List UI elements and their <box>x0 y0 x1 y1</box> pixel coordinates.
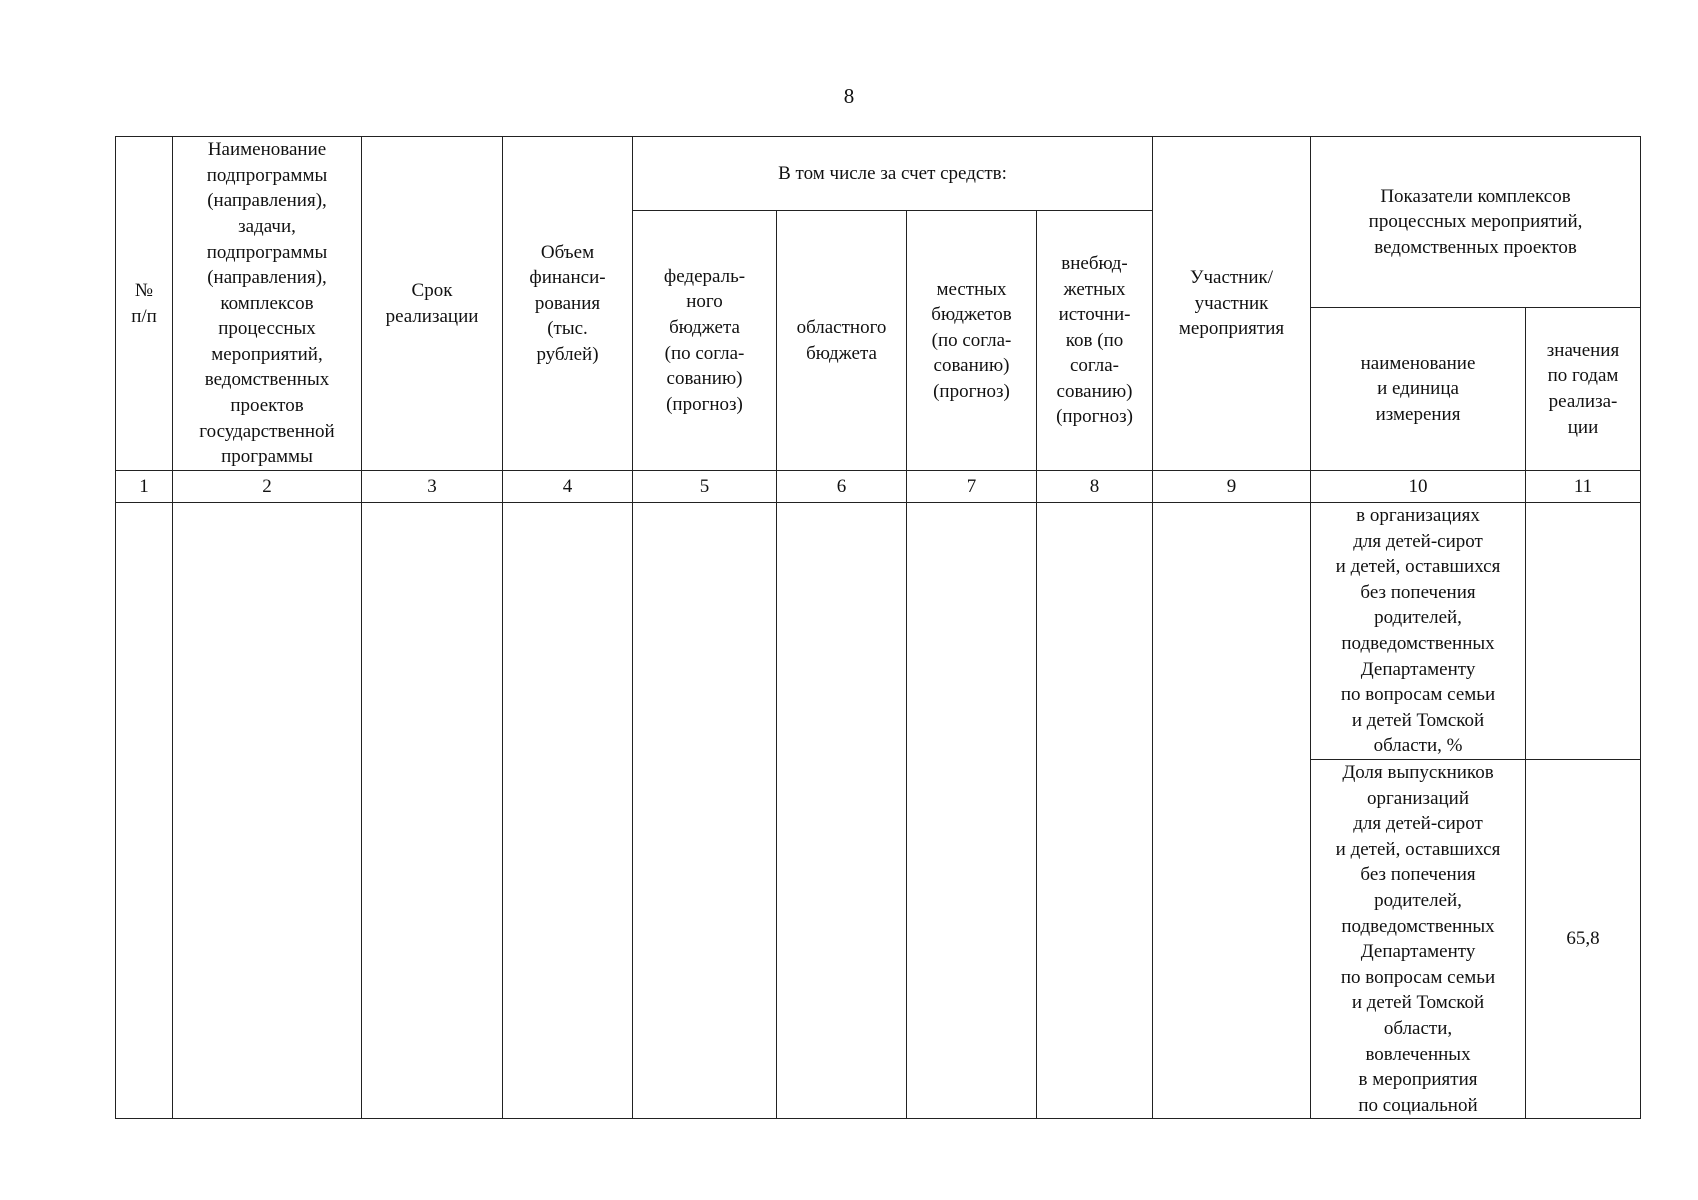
column-number: 2 <box>173 471 362 503</box>
column-number: 7 <box>907 471 1037 503</box>
cell-indicator-value: 65,8 <box>1526 760 1641 1119</box>
header-col-4: Объем финанси- рования (тыс. рублей) <box>503 137 633 471</box>
cell-regional <box>777 503 907 1119</box>
cell-indicator-name: Доля выпускников организаций для детей-сирот и детей, оставшихся без попечения родителей, подведомственных Департаменту по вопросам семьи и детей Томской области, вовлеченных в мероприятия по социальной <box>1311 760 1526 1119</box>
cell-federal <box>633 503 777 1119</box>
header-funding-group: В том числе за счет средств: <box>633 137 1153 211</box>
column-number: 5 <box>633 471 777 503</box>
column-number: 1 <box>116 471 173 503</box>
cell-term <box>362 503 503 1119</box>
cell-extrabudgetary <box>1037 503 1153 1119</box>
column-number: 11 <box>1526 471 1641 503</box>
cell-volume <box>503 503 633 1119</box>
header-col-6: областного бюджета <box>777 211 907 471</box>
cell-local <box>907 503 1037 1119</box>
column-number: 8 <box>1037 471 1153 503</box>
header-col-1: № п/п <box>116 137 173 471</box>
header-col-9: Участник/ участник мероприятия <box>1153 137 1311 471</box>
header-col-11: значения по годам реализа- ции <box>1526 308 1641 471</box>
header-col-3: Срок реализации <box>362 137 503 471</box>
cell-indicator-name: в организациях для детей-сирот и детей, оставшихся без попечения родителей, подведомственных Департаменту по вопросам семьи и детей Томской области, % <box>1311 503 1526 760</box>
header-col-2: Наименование подпрограммы (направления), задачи, подпрограммы (направления), комплексов процессных мероприятий, ведомственных проектов государственной программы <box>173 137 362 471</box>
cell-name <box>173 503 362 1119</box>
column-number: 3 <box>362 471 503 503</box>
program-table <box>115 136 1641 1119</box>
cell-participant <box>1153 503 1311 1119</box>
table-row <box>116 503 1641 760</box>
column-number: 10 <box>1311 471 1526 503</box>
header-col-8: внебюд- жетных источни- ков (по согла- сованию) (прогноз) <box>1037 211 1153 471</box>
column-number: 9 <box>1153 471 1311 503</box>
header-row-1 <box>116 137 1641 211</box>
column-number: 6 <box>777 471 907 503</box>
cell-indicator-value <box>1526 503 1641 760</box>
page-number: 8 <box>843 84 855 108</box>
header-indicators-group: Показатели комплексов процессных мероприятий, ведомственных проектов <box>1311 137 1641 308</box>
column-number-row <box>116 471 1641 503</box>
header-col-10: наименование и единица измерения <box>1311 308 1526 471</box>
cell-number <box>116 503 173 1119</box>
header-col-7: местных бюджетов (по согла- сованию) (прогноз) <box>907 211 1037 471</box>
column-number: 4 <box>503 471 633 503</box>
header-col-5: федераль- ного бюджета (по согла- сованию) (прогноз) <box>633 211 777 471</box>
